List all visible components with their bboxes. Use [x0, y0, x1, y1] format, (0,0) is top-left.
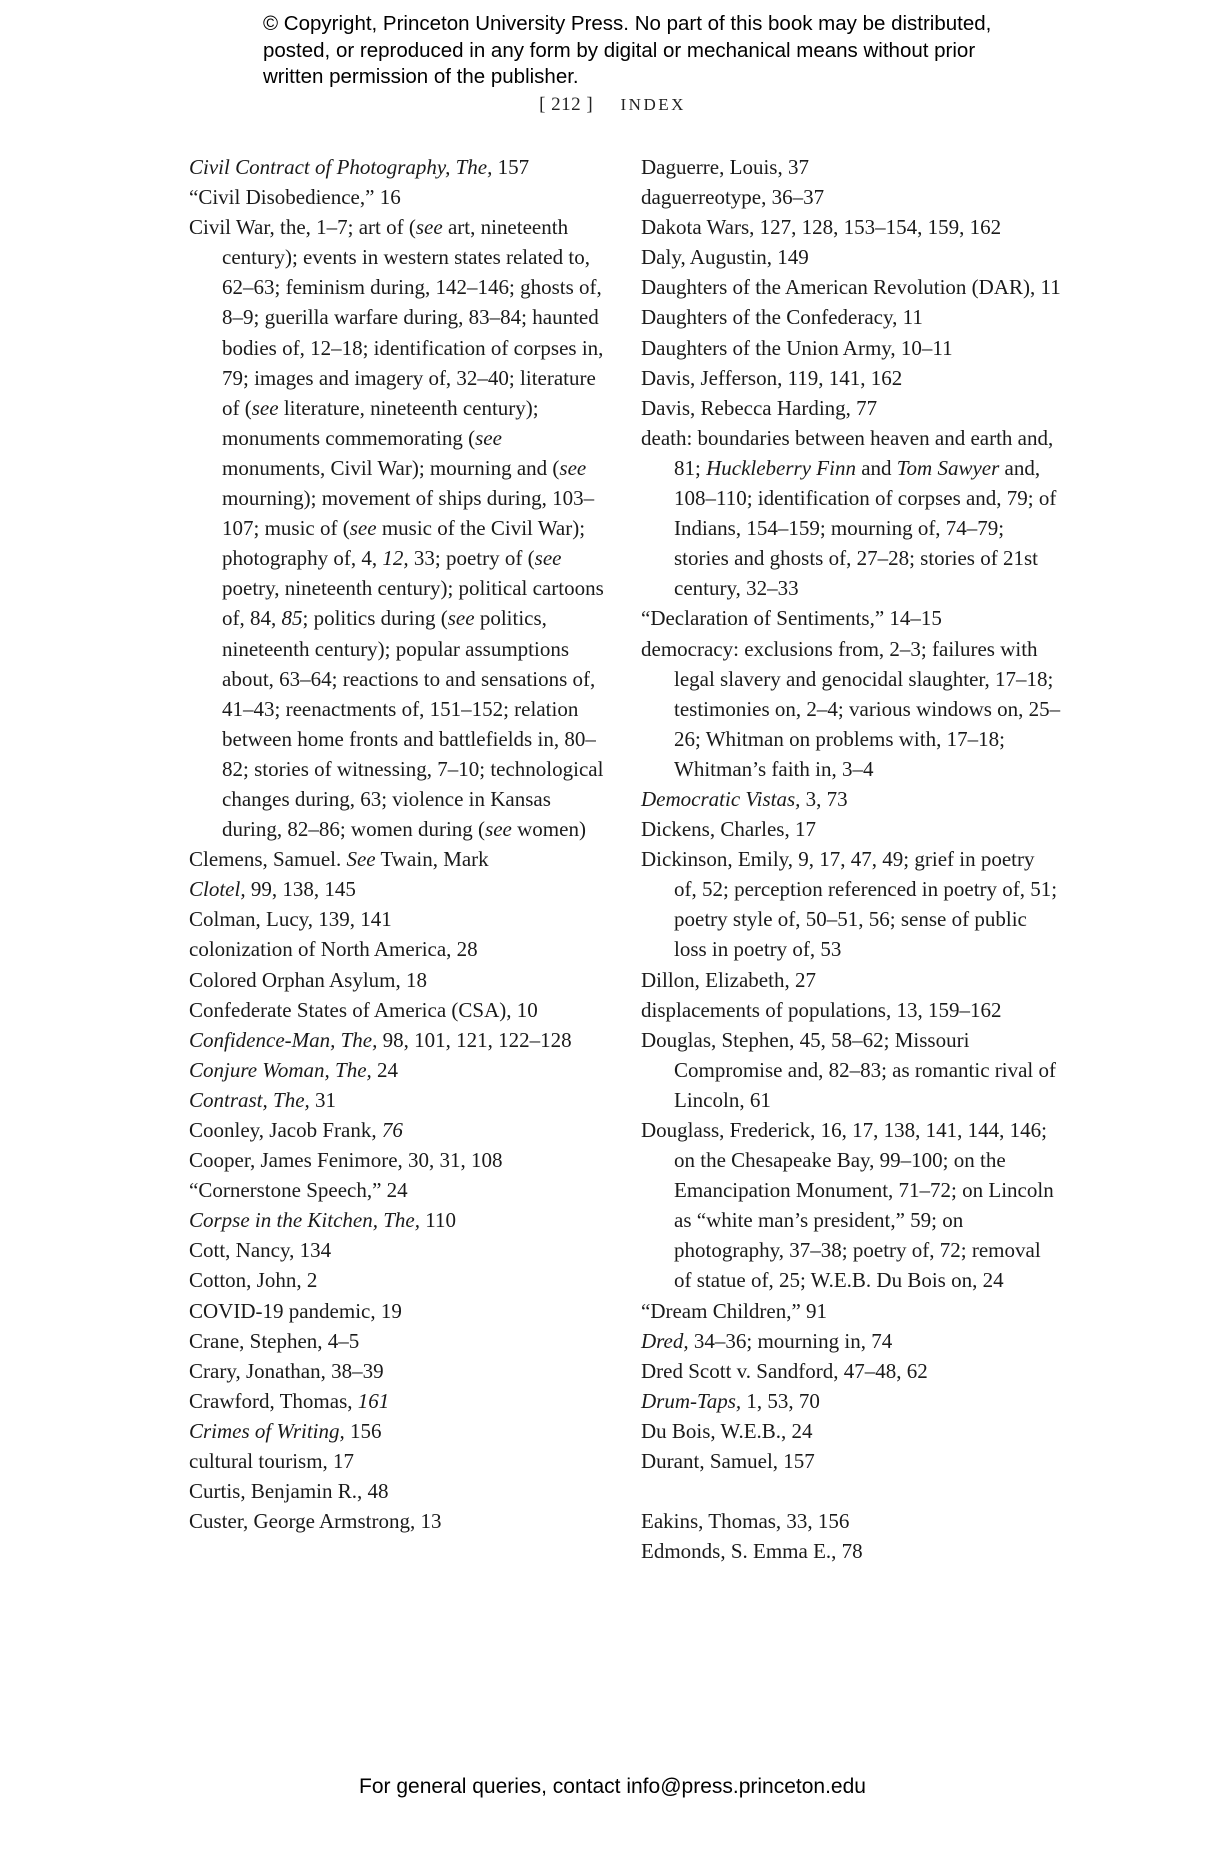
index-entry-italic-text: Drum-Taps, — [641, 1388, 742, 1413]
index-entry — [189, 1416, 609, 1446]
index-entry — [641, 423, 1061, 604]
index-entry — [189, 1145, 609, 1175]
index-entry-italic-text: see — [349, 516, 377, 541]
index-entry — [641, 242, 1061, 272]
index-entry — [189, 1025, 609, 1055]
index-entry-italic-text: Huckleberry Finn — [706, 455, 856, 480]
index-entry-text: Daughters of the Union Army, 10–11 — [641, 335, 953, 360]
index-entry-text: Eakins, Thomas, 33, 156 — [641, 1509, 850, 1534]
index-entry-text: and, 108–110; identification of corpses and, 79; of Indians, 154–159; mourning of, 74–79; stories and ghosts of, 27–28; stories of 21st century, 32–33 — [674, 455, 1057, 601]
index-entry-text: Douglas, Stephen, 45, 58–62; Missouri Compromise and, 82–83; as romantic rival of Lincoln, 61 — [641, 1027, 1057, 1112]
index-entry-italic-text: 12, — [382, 546, 409, 571]
index-entry-text: Durant, Samuel, 157 — [641, 1449, 815, 1474]
index-entry-italic-text: See — [346, 847, 376, 872]
index-entry-italic-text: Confidence-Man, The, — [189, 1027, 378, 1052]
index-entry — [189, 1446, 609, 1476]
index-entry-italic-text: Clotel, — [189, 877, 246, 902]
index-entry — [189, 934, 609, 964]
index-entry-italic-text: see — [475, 425, 502, 450]
index-entry-text: 157 — [492, 155, 530, 179]
index-entry-italic-text: see — [559, 455, 587, 480]
index-entry-text: Dakota Wars, 127, 128, 153–154, 159, 162 — [641, 215, 1002, 240]
index-entry-italic-text: Contrast, The, — [189, 1087, 310, 1112]
index-entry — [189, 1055, 609, 1085]
index-entry-text: 33; poetry of ( — [408, 546, 535, 571]
index-entry — [641, 393, 1061, 423]
index-entry-text: monuments, Civil War); mourning and ( — [222, 455, 560, 480]
index-entry-text: 98, 101, 121, 122–128 — [377, 1027, 572, 1052]
index-entry — [641, 1296, 1061, 1326]
index-entry-text: displacements of populations, 13, 159–162 — [641, 997, 1002, 1022]
index-entry-text: Curtis, Benjamin R., 48 — [189, 1479, 389, 1504]
index-entry-text: Colored Orphan Asylum, 18 — [189, 967, 427, 992]
index-entry-italic-text: see — [415, 215, 443, 240]
index-entry-italic-text: 161 — [357, 1388, 390, 1413]
index-entry-text: politics, nineteenth century); popular assumptions about, 63–64; reactions to and sensations of, 41–43; reenactments of, 151–152; relation between home fronts and battlefields in, 80–82; stories of witnessing, 7–10; technological changes during, 63; violence in Kansas during, 82–86; women during ( — [222, 606, 604, 842]
index-entry-text: 3, 73 — [800, 786, 848, 811]
index-entry — [189, 1115, 609, 1145]
index-entry-text: and — [855, 455, 897, 480]
index-entry-text: cultural tourism, 17 — [189, 1449, 355, 1474]
index-entry — [189, 844, 609, 874]
index-entry — [641, 634, 1061, 784]
index-entry-text: Dred Scott v. Sandford, 47–48, 62 — [641, 1358, 928, 1383]
index-entry-italic-text: 76 — [381, 1118, 403, 1142]
index-entry — [641, 1416, 1061, 1446]
index-entry — [189, 212, 609, 844]
index-entry-text: Confederate States of America (CSA), 10 — [189, 997, 538, 1022]
index-entry — [189, 904, 609, 934]
index-entry-text: women) — [511, 817, 586, 842]
index-entry — [641, 1115, 1061, 1296]
index-entry-italic-text: Civil Contract of Photography, The, — [189, 155, 493, 179]
copyright-notice: © Copyright, Princeton University Press. No part of this book may be distributed, posted, or reproduced in any form by digital or mechanical means without prior written permission of the publisher. — [263, 12, 992, 88]
index-entry — [641, 965, 1061, 995]
index-entry — [189, 1356, 609, 1386]
index-entry-text: Daguerre, Louis, 37 — [641, 155, 809, 179]
index-entry — [189, 1476, 609, 1506]
index-entry-text: death: boundaries between heaven and earth and, 81; — [641, 425, 1054, 480]
index-entry — [641, 1356, 1061, 1386]
index-entry-text: Daughters of the Confederacy, 11 — [641, 305, 923, 330]
index-entry — [641, 814, 1061, 844]
index-entry-text: Edmonds, S. Emma E., 78 — [641, 1539, 863, 1564]
index-entry-italic-text: 85 — [281, 606, 303, 631]
index-entry-italic-text: see — [251, 395, 279, 420]
index-entry — [641, 1536, 1061, 1566]
index-entry — [189, 965, 609, 995]
index-entry — [189, 1175, 609, 1205]
index-entry-text: Dickinson, Emily, 9, 17, 47, 49; grief in poetry of, 52; perception referenced in poetry of, 51; poetry style of, 50–51, 56; sense of public loss in poetry of, 53 — [641, 847, 1058, 962]
index-column-left — [189, 152, 609, 1536]
index-entry-text: Du Bois, W.E.B., 24 — [641, 1418, 813, 1443]
index-entry-text: Davis, Rebecca Harding, 77 — [641, 395, 878, 420]
index-entry — [641, 212, 1061, 242]
index-entry-text: Crawford, Thomas, — [189, 1388, 358, 1413]
index-entry — [641, 603, 1061, 633]
index-entry-italic-text: Conjure Woman, The, — [189, 1057, 372, 1082]
index-entry-text: Crane, Stephen, 4–5 — [189, 1328, 360, 1353]
index-entry-text: Dickens, Charles, 17 — [641, 817, 816, 842]
index-entry-text: art, nineteenth century); events in western states related to, 62–63; feminism during, 142–146; ghosts of, 8–9; guerilla warfare during, 83–84; haunted bodies of, 12–18; identification of corpses in, 79; images and imagery of, 32–40; literature of ( — [222, 215, 604, 420]
index-entry — [641, 152, 1061, 182]
index-entry-text: Clemens, Samuel. — [189, 847, 347, 872]
section-title: INDEX — [620, 95, 686, 114]
index-entry — [641, 1025, 1061, 1115]
index-entry-text: 99, 138, 145 — [245, 877, 356, 902]
index-entry-text: 110 — [419, 1208, 456, 1233]
index-entry-text: 31 — [309, 1087, 337, 1112]
index-entry — [189, 1386, 609, 1416]
index-entry — [641, 995, 1061, 1025]
index-entry-italic-text: Crimes of Writing, — [189, 1418, 345, 1443]
index-entry-text: daguerreotype, 36–37 — [641, 185, 825, 210]
index-entry — [189, 152, 609, 182]
index-entry-text: Davis, Jefferson, 119, 141, 162 — [641, 365, 903, 390]
index-entry-text: Twain, Mark — [375, 847, 489, 872]
index-entry-text: Dillon, Elizabeth, 27 — [641, 967, 816, 992]
index-entry — [189, 1085, 609, 1115]
index-entry-text: Cotton, John, 2 — [189, 1268, 318, 1293]
index-entry-text: “Civil Disobedience,” 16 — [189, 185, 401, 210]
index-entry — [641, 182, 1061, 212]
index-entry — [189, 1235, 609, 1265]
index-entry-text: democracy: exclusions from, 2–3; failures with legal slavery and genocidal slaughter, 17–18; testimonies on, 2–4; various windows on, 25–26; Whitman on problems with, 17–18; Whitman’s faith in, 3–4 — [641, 636, 1061, 781]
index-entry-text: Custer, George Armstrong, 13 — [189, 1509, 442, 1534]
index-entry-text: 34–36; mourning in, 74 — [688, 1328, 893, 1353]
index-entry-text: Crary, Jonathan, 38–39 — [189, 1358, 384, 1383]
index-entry — [641, 333, 1061, 363]
index-entry-text: mourning); movement of ships during, 103–107; music of ( — [222, 486, 595, 541]
index-entry-text: colonization of North America, 28 — [189, 937, 478, 962]
index-entry — [189, 1326, 609, 1356]
index-entry — [189, 1296, 609, 1326]
index-entry — [641, 1506, 1061, 1536]
index-entry-italic-text: Tom Sawyer — [896, 455, 1000, 480]
index-entry-text: Coonley, Jacob Frank, — [189, 1118, 382, 1142]
index-entry-text: 156 — [344, 1418, 382, 1443]
index-entry-text: 1, 53, 70 — [741, 1388, 820, 1413]
index-entry — [641, 784, 1061, 814]
index-entry-text: Daly, Augustin, 149 — [641, 245, 809, 270]
index-entry-text: poetry, nineteenth century); political cartoons of, 84, — [222, 576, 604, 631]
index-entry-text: Cott, Nancy, 134 — [189, 1238, 332, 1263]
index-entry-text: Civil War, the, 1–7; art of ( — [189, 215, 416, 240]
running-head — [0, 94, 1225, 116]
index-entry — [189, 1265, 609, 1295]
index-entry-text: “Cornerstone Speech,” 24 — [189, 1178, 408, 1203]
index-entry — [641, 1326, 1061, 1356]
index-entry-text: COVID-19 pandemic, 19 — [189, 1298, 402, 1323]
index-entry-text: music of the Civil War); photography of, 4, — [222, 516, 586, 571]
index-entry-italic-text: see — [447, 606, 475, 631]
index-entry-italic-text: Corpse in the Kitchen, The, — [189, 1208, 420, 1233]
index-entry — [641, 272, 1061, 302]
index-entry — [641, 1446, 1061, 1476]
index-entry — [641, 1386, 1061, 1416]
index-entry — [189, 182, 609, 212]
index-entry — [641, 302, 1061, 332]
page-number: [ 212 ] — [539, 94, 594, 115]
index-entry — [189, 1205, 609, 1235]
index-entry-text: Colman, Lucy, 139, 141 — [189, 907, 392, 932]
index-entry-text: Douglass, Frederick, 16, 17, 138, 141, 144, 146; on the Chesapeake Bay, 99–100; on the Emancipation Monument, 71–72; on Lincoln as “white man’s president,” 59; on photography, 37–38; poetry of, 72; removal of statue of, 25; W.E.B. Du Bois on, 24 — [641, 1118, 1054, 1293]
index-entry — [189, 1506, 609, 1536]
index-entry-text: 24 — [371, 1057, 399, 1082]
index-entry — [641, 844, 1061, 964]
index-entry-italic-text: Dred, — [641, 1328, 689, 1353]
index-entry-text: literature, nineteenth century); monuments commemorating ( — [222, 395, 539, 450]
index-entry-text: “Declaration of Sentiments,” 14–15 — [641, 606, 942, 631]
index-entry-text: ; politics during ( — [302, 606, 448, 631]
index-entry-text: “Dream Children,” 91 — [641, 1298, 828, 1323]
index-column-right — [641, 152, 1061, 1566]
index-entry-italic-text: Democratic Vistas, — [641, 786, 801, 811]
index-entry-italic-text: see — [534, 546, 562, 571]
index-entry — [641, 363, 1061, 393]
footer-contact: For general queries, contact info@press.princeton.edu — [359, 1775, 866, 1798]
index-entry-text: Daughters of the American Revolution (DAR), 11 — [641, 275, 1061, 300]
index-entry-italic-text: see — [485, 817, 512, 842]
index-entry-text: Cooper, James Fenimore, 30, 31, 108 — [189, 1148, 503, 1173]
index-entry — [189, 995, 609, 1025]
index-entry — [189, 874, 609, 904]
